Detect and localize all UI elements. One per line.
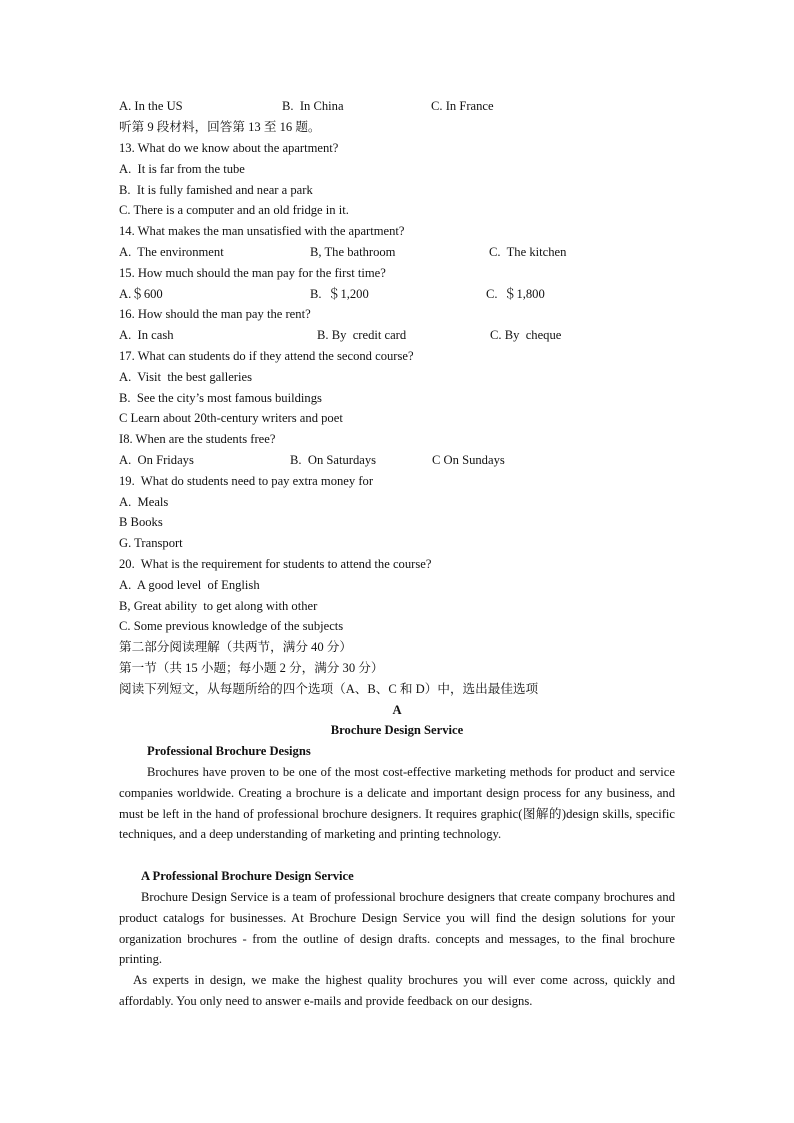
heading-professional-designs: Professional Brochure Designs: [147, 744, 311, 758]
q12-option-a: A. In the US: [119, 99, 183, 113]
q16-question: 16. How should the man pay the rent?: [119, 307, 311, 321]
q19-option-b: B Books: [119, 515, 163, 529]
paragraph-2: Brochure Design Service is a team of professional brochure designers that create company brochures and product catalogs for businesses. At Brochure Design Service you will find the design solutions for your organization brochures - from the outline of design drafts. concepts and messages, to the final brochure printing.: [119, 890, 675, 967]
passage-letter: A: [392, 703, 402, 717]
q15-question: 15. How much should the man pay for the first time?: [119, 266, 386, 280]
q13-option-b: B. It is fully famished and near a park: [119, 183, 313, 197]
q17-option-c: C Learn about 20th-century writers and poet: [119, 411, 343, 425]
q20-option-c: C. Some previous knowledge of the subjects: [119, 619, 344, 633]
q14-option-a: A. The environment: [119, 245, 224, 259]
q12-option-b: B. In China: [282, 99, 344, 113]
q15-option-b: B. ＄1,200: [310, 287, 369, 301]
q19-question: 19. What do students need to pay extra money for: [119, 474, 374, 488]
q17-option-a: A. Visit the best galleries: [119, 370, 252, 384]
paragraph-3: As experts in design, we make the highest quality brochures you will ever come across, quickly and affordably. You only need to answer e-mails and provide feedback on our designs.: [119, 973, 675, 1008]
heading-professional-service: A Professional Brochure Design Service: [141, 869, 354, 883]
q20-option-b: B, Great ability to get along with other: [119, 599, 318, 613]
q17-question: 17. What can students do if they attend the second course?: [119, 349, 414, 363]
q13-question: 13. What do we know about the apartment?: [119, 141, 339, 155]
q16-option-b: B. By credit card: [317, 328, 407, 342]
q17-option-b: B. See the city’s most famous buildings: [119, 391, 322, 405]
q15-option-c: C. ＄1,800: [486, 287, 545, 301]
q15-option-a: A.＄600: [119, 287, 163, 301]
reading-instruction: 阅读下列短文，从每题所给的四个选项（A、B、C 和 D）中，选出最佳选项: [119, 682, 539, 696]
q20-question: 20. What is the requirement for students to attend the course?: [119, 557, 432, 571]
q14-question: 14. What makes the man unsatisfied with the apartment?: [119, 224, 405, 238]
q18-question: I8. When are the students free?: [119, 432, 276, 446]
q18-option-c: C On Sundays: [432, 453, 505, 467]
q18-option-b: B. On Saturdays: [290, 453, 377, 467]
passage-title: Brochure Design Service: [330, 723, 464, 737]
q20-option-a: A. A good level of English: [119, 578, 260, 592]
q16-option-c: C. By cheque: [490, 328, 562, 342]
part2-title: 第二部分阅读理解（共两节，满分 40 分）: [119, 640, 352, 654]
q13-option-c: C. There is a computer and an old fridge in it.: [119, 203, 349, 217]
q19-option-a: A. Meals: [119, 495, 169, 509]
section1-title: 第一节（共 15 小题；每小题 2 分，满分 30 分）: [119, 661, 384, 675]
q14-option-b: B, The bathroom: [310, 245, 396, 259]
q19-option-c: G. Transport: [119, 536, 183, 550]
q12-option-c: C. In France: [431, 99, 494, 113]
section9-instruction: 听第 9 段材料，回答第 13 至 16 题。: [119, 120, 321, 134]
paragraph-1: Brochures have proven to be one of the most cost-effective marketing methods for product and service companies worldwide. Creating a brochure is a delicate and important design process for any business, and must be left in the hand of professional brochure designers. It requires graphic(图解的)design skills, specific techniques, and a deep understanding of marketing and printing technology.: [119, 765, 675, 842]
q16-option-a: A. In cash: [119, 328, 174, 342]
q14-option-c: C. The kitchen: [489, 245, 567, 259]
q18-option-a: A. On Fridays: [119, 453, 194, 467]
q13-option-a: A. It is far from the tube: [119, 162, 245, 176]
